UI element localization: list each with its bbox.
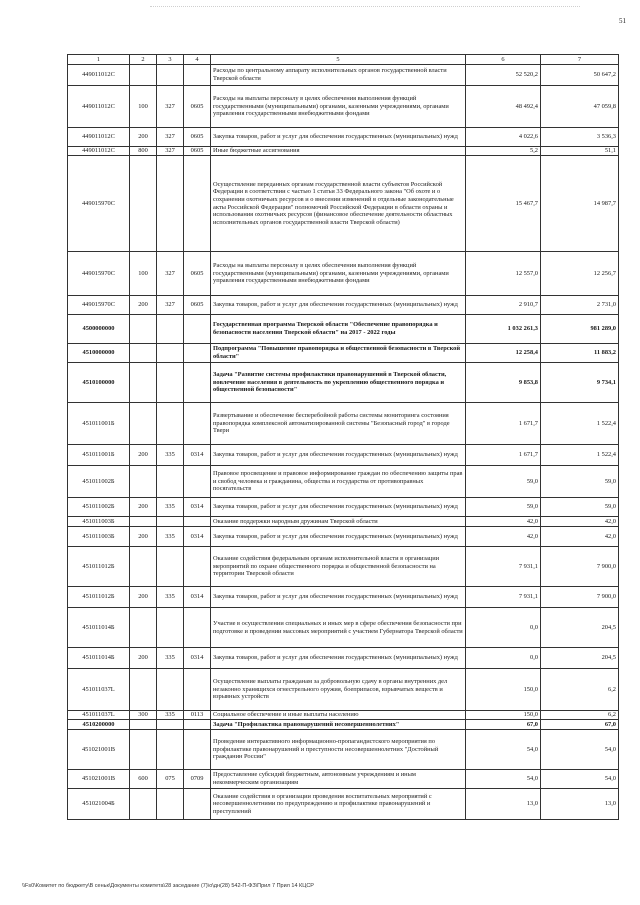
expense-type-cell — [130, 669, 157, 711]
table-row — [68, 517, 619, 527]
section-code-cell — [184, 547, 211, 587]
department-code-cell — [157, 789, 184, 820]
table-row — [68, 498, 619, 517]
budget-code-cell: 449011012С — [68, 65, 130, 86]
budget-code-cell: 449011012С — [68, 147, 130, 156]
scan-artifact — [150, 6, 580, 11]
amount-2019-cell: 7 931,1 — [466, 547, 541, 587]
amount-2020-cell: 54,0 — [541, 730, 619, 770]
amount-2019-cell: 0,0 — [466, 648, 541, 669]
budget-code-cell: 451011012Б — [68, 587, 130, 608]
expense-type-cell — [130, 608, 157, 648]
budget-code-cell: 451021004Б — [68, 789, 130, 820]
section-code-cell — [184, 789, 211, 820]
section-code-cell — [184, 363, 211, 403]
table-header-row — [68, 55, 619, 65]
section-code-cell: 0314 — [184, 648, 211, 669]
expense-type-cell — [130, 65, 157, 86]
expense-type-cell — [130, 315, 157, 344]
budget-code-cell: 4510200000 — [68, 720, 130, 730]
amount-2020-cell: 6,2 — [541, 711, 619, 720]
section-code-cell — [184, 344, 211, 363]
amount-2019-cell: 12 557,0 — [466, 252, 541, 296]
amount-2019-cell: 150,0 — [466, 711, 541, 720]
department-code-cell — [157, 517, 184, 527]
section-code-cell: 0314 — [184, 527, 211, 547]
amount-2020-cell: 7 900,0 — [541, 587, 619, 608]
description-cell: Задача "Развитие системы профилактики правонарушений в Тверской области, вовлечение населения в деятельность по укреплению общественного порядка и общественной безопасности" — [211, 363, 466, 403]
department-code-cell — [157, 65, 184, 86]
section-code-cell — [184, 669, 211, 711]
expense-type-cell — [130, 403, 157, 445]
table-row — [68, 315, 619, 344]
amount-2019-cell: 42,0 — [466, 527, 541, 547]
amount-2020-cell: 1 522,4 — [541, 445, 619, 466]
expense-type-cell: 200 — [130, 648, 157, 669]
budget-code-cell: 451011003Б — [68, 517, 130, 527]
table-row — [68, 296, 619, 315]
amount-2019-cell: 59,0 — [466, 498, 541, 517]
table-row — [68, 720, 619, 730]
department-code-cell: 327 — [157, 252, 184, 296]
department-code-cell — [157, 669, 184, 711]
department-code-cell: 327 — [157, 296, 184, 315]
amount-2019-cell: 54,0 — [466, 730, 541, 770]
expense-type-cell: 200 — [130, 128, 157, 147]
table-row — [68, 156, 619, 252]
budget-code-cell: 451021001В — [68, 730, 130, 770]
budget-code-cell: 451011001Б — [68, 403, 130, 445]
section-code-cell — [184, 608, 211, 648]
amount-2020-cell: 6,2 — [541, 669, 619, 711]
section-code-cell: 0709 — [184, 770, 211, 789]
description-cell: Оказание содействия федеральным органам исполнительной власти в организации мероприятий по охране общественного порядка и общественной безопасности на территории Тверской области — [211, 547, 466, 587]
column-header: 3 — [157, 55, 184, 65]
description-cell: Расходы на выплаты персоналу в целях обеспечения выполнения функций государственными (муниципальными) органами, казенными учреждениями, органами управления государственными внебюджетными фондами — [211, 86, 466, 128]
amount-2020-cell: 1 522,4 — [541, 403, 619, 445]
page-number: 51 — [619, 17, 626, 25]
description-cell: Расходы по центральному аппарату исполнительных органов государственной власти Тверской области — [211, 65, 466, 86]
table-row — [68, 344, 619, 363]
section-code-cell — [184, 466, 211, 498]
amount-2019-cell: 150,0 — [466, 669, 541, 711]
amount-2019-cell: 7 931,1 — [466, 587, 541, 608]
description-cell: Закупка товаров, работ и услуг для обеспечения государственных (муниципальных) нужд — [211, 527, 466, 547]
section-code-cell: 0314 — [184, 445, 211, 466]
amount-2019-cell: 0,0 — [466, 608, 541, 648]
budget-code-cell: 451011037L — [68, 711, 130, 720]
expense-type-cell: 200 — [130, 498, 157, 517]
section-code-cell — [184, 730, 211, 770]
section-code-cell: 0605 — [184, 147, 211, 156]
expense-type-cell — [130, 547, 157, 587]
expense-type-cell — [130, 720, 157, 730]
amount-2020-cell: 12 256,7 — [541, 252, 619, 296]
amount-2019-cell: 4 022,6 — [466, 128, 541, 147]
department-code-cell — [157, 315, 184, 344]
description-cell: Социальное обеспечение и иные выплаты населению — [211, 711, 466, 720]
amount-2019-cell: 12 258,4 — [466, 344, 541, 363]
amount-2019-cell: 13,0 — [466, 789, 541, 820]
section-code-cell: 0314 — [184, 498, 211, 517]
table-row — [68, 527, 619, 547]
table-row — [68, 466, 619, 498]
table-row — [68, 730, 619, 770]
description-cell: Закупка товаров, работ и услуг для обеспечения государственных (муниципальных) нужд — [211, 445, 466, 466]
budget-code-cell: 451011003Б — [68, 527, 130, 547]
department-code-cell — [157, 466, 184, 498]
amount-2020-cell: 50 647,2 — [541, 65, 619, 86]
amount-2019-cell: 59,0 — [466, 466, 541, 498]
department-code-cell: 335 — [157, 587, 184, 608]
section-code-cell: 0605 — [184, 86, 211, 128]
amount-2020-cell: 7 900,0 — [541, 547, 619, 587]
expense-type-cell: 100 — [130, 86, 157, 128]
description-cell: Закупка товаров, работ и услуг для обеспечения государственных (муниципальных) нужд — [211, 128, 466, 147]
table-row — [68, 65, 619, 86]
table-row — [68, 669, 619, 711]
column-header: 1 — [68, 55, 130, 65]
budget-code-cell: 4510100000 — [68, 363, 130, 403]
expense-type-cell: 300 — [130, 711, 157, 720]
file-path-footer: \\Fs0\Комитет по бюджету\В сеньк\Документы комитета\28 заседание (7)\о\дн(28) 542-П-ФЗ\Прил 7 Прил 14 КЦСР — [22, 883, 314, 889]
amount-2020-cell: 204,5 — [541, 608, 619, 648]
expense-type-cell: 100 — [130, 252, 157, 296]
amount-2019-cell: 48 492,4 — [466, 86, 541, 128]
amount-2019-cell: 42,0 — [466, 517, 541, 527]
amount-2020-cell: 42,0 — [541, 517, 619, 527]
description-cell: Расходы на выплаты персоналу в целях обеспечения выполнения функций государственными (муниципальными) органами, казенными учреждениями, органами управления государственными внебюджетными фондами — [211, 252, 466, 296]
expense-type-cell: 800 — [130, 147, 157, 156]
amount-2020-cell: 54,0 — [541, 770, 619, 789]
budget-code-cell: 451011012Б — [68, 547, 130, 587]
section-code-cell: 0605 — [184, 296, 211, 315]
description-cell: Задача "Профилактика правонарушений несовершеннолетних" — [211, 720, 466, 730]
budget-code-cell: 451011002Б — [68, 498, 130, 517]
description-cell: Закупка товаров, работ и услуг для обеспечения государственных (муниципальных) нужд — [211, 648, 466, 669]
description-cell: Осуществление выплаты гражданам за добровольную сдачу в органы внутренних дел незаконно хранящихся огнестрельного оружия, боеприпасов, взрывчатых веществ и взрывных устройств — [211, 669, 466, 711]
section-code-cell: 0314 — [184, 587, 211, 608]
amount-2020-cell: 13,0 — [541, 789, 619, 820]
department-code-cell — [157, 730, 184, 770]
description-cell: Закупка товаров, работ и услуг для обеспечения государственных (муниципальных) нужд — [211, 498, 466, 517]
budget-code-cell: 451011037L — [68, 669, 130, 711]
amount-2019-cell: 15 467,7 — [466, 156, 541, 252]
amount-2020-cell: 981 289,0 — [541, 315, 619, 344]
amount-2019-cell: 67,0 — [466, 720, 541, 730]
department-code-cell: 335 — [157, 498, 184, 517]
department-code-cell — [157, 608, 184, 648]
table-row — [68, 587, 619, 608]
amount-2019-cell: 1 671,7 — [466, 403, 541, 445]
description-cell: Правовое просвещение и правовое информирование граждан по обеспечению защиты прав и свобод человека и гражданина, общества и государства от противоправных посягательств — [211, 466, 466, 498]
section-code-cell — [184, 720, 211, 730]
amount-2020-cell: 51,1 — [541, 147, 619, 156]
department-code-cell: 335 — [157, 445, 184, 466]
section-code-cell — [184, 315, 211, 344]
table-row — [68, 147, 619, 156]
section-code-cell: 0113 — [184, 711, 211, 720]
expense-type-cell — [130, 156, 157, 252]
expense-type-cell — [130, 344, 157, 363]
table-row — [68, 770, 619, 789]
department-code-cell: 335 — [157, 648, 184, 669]
budget-code-cell: 449015970С — [68, 296, 130, 315]
budget-code-cell: 451021001В — [68, 770, 130, 789]
section-code-cell — [184, 403, 211, 445]
description-cell: Подпрограмма "Повышение правопорядка и общественной безопасности в Тверской области" — [211, 344, 466, 363]
amount-2020-cell: 59,0 — [541, 498, 619, 517]
description-cell: Участие в осуществлении специальных и иных мер в сфере обеспечения безопасности при подготовке и проведении массовых мероприятий с участием Губернатора Тверской области — [211, 608, 466, 648]
expense-type-cell — [130, 517, 157, 527]
amount-2020-cell: 14 987,7 — [541, 156, 619, 252]
amount-2019-cell: 9 853,8 — [466, 363, 541, 403]
department-code-cell — [157, 720, 184, 730]
description-cell: Оказание содействия в организации проведения воспитательных мероприятий с несовершеннолетними по предупреждению и профилактике правонарушений и преступлений — [211, 789, 466, 820]
column-header: 4 — [184, 55, 211, 65]
section-code-cell — [184, 65, 211, 86]
amount-2020-cell: 2 731,0 — [541, 296, 619, 315]
budget-code-cell: 4510000000 — [68, 344, 130, 363]
table-row — [68, 445, 619, 466]
description-cell: Предоставление субсидий бюджетным, автономным учреждениям и иным некоммерческим организациям — [211, 770, 466, 789]
amount-2019-cell: 1 671,7 — [466, 445, 541, 466]
expense-type-cell: 200 — [130, 587, 157, 608]
table-row — [68, 789, 619, 820]
amount-2019-cell: 1 032 261,3 — [466, 315, 541, 344]
amount-2019-cell: 5,2 — [466, 147, 541, 156]
table-row — [68, 648, 619, 669]
amount-2020-cell: 42,0 — [541, 527, 619, 547]
budget-code-cell: 4500000000 — [68, 315, 130, 344]
description-cell: Оказание поддержки народным дружинам Тверской области — [211, 517, 466, 527]
table-row — [68, 711, 619, 720]
budget-code-cell: 449015970С — [68, 156, 130, 252]
section-code-cell: 0605 — [184, 128, 211, 147]
amount-2019-cell: 52 520,2 — [466, 65, 541, 86]
section-code-cell — [184, 156, 211, 252]
table-row — [68, 547, 619, 587]
department-code-cell — [157, 344, 184, 363]
table-row — [68, 608, 619, 648]
expense-type-cell: 200 — [130, 527, 157, 547]
department-code-cell — [157, 156, 184, 252]
budget-code-cell: 451011001Б — [68, 445, 130, 466]
budget-code-cell: 451011014Б — [68, 648, 130, 669]
amount-2019-cell: 2 910,7 — [466, 296, 541, 315]
budget-code-cell: 451011014Б — [68, 608, 130, 648]
department-code-cell: 075 — [157, 770, 184, 789]
budget-code-cell: 449015970С — [68, 252, 130, 296]
description-cell: Закупка товаров, работ и услуг для обеспечения государственных (муниципальных) нужд — [211, 587, 466, 608]
column-header: 7 — [541, 55, 619, 65]
amount-2020-cell: 67,0 — [541, 720, 619, 730]
description-cell: Государственная программа Тверской области "Обеспечение правопорядка и безопасности населения Тверской области" на 2017 - 2022 годы — [211, 315, 466, 344]
expense-type-cell: 200 — [130, 296, 157, 315]
table-row — [68, 86, 619, 128]
budget-code-cell: 451011002Б — [68, 466, 130, 498]
department-code-cell: 327 — [157, 147, 184, 156]
department-code-cell — [157, 403, 184, 445]
expense-type-cell — [130, 730, 157, 770]
amount-2020-cell: 3 536,3 — [541, 128, 619, 147]
department-code-cell — [157, 547, 184, 587]
amount-2019-cell: 54,0 — [466, 770, 541, 789]
description-cell: Осуществление переданных органам государственной власти субъектов Российской Федерации в соответствии с частью 1 статьи 33 Федерального закона "Об охоте и о сохранении охотничьих ресурсов и о внесении изменений в отдельные законодательные акты Российской Федерации" полномочий Российской Федерации в области охраны и использования охотничьих ресурсов (финансовое обеспечение деятельности областных исполнительных органов государственной власти Тверской области) — [211, 156, 466, 252]
description-cell: Проведение интерактивного информационно-пропагандистского мероприятия по профилактике правонарушений и преступности несовершеннолетних "Достойный гражданин России" — [211, 730, 466, 770]
table-row — [68, 363, 619, 403]
amount-2020-cell: 47 059,8 — [541, 86, 619, 128]
column-header: 2 — [130, 55, 157, 65]
amount-2020-cell: 11 883,2 — [541, 344, 619, 363]
expense-type-cell — [130, 466, 157, 498]
description-cell: Развертывание и обеспечение бесперебойной работы системы мониторинга состояния правопорядка комплексной автоматизированной системы "Безопасный город" в городе Твери — [211, 403, 466, 445]
column-header: 6 — [466, 55, 541, 65]
expense-type-cell — [130, 789, 157, 820]
description-cell: Закупка товаров, работ и услуг для обеспечения государственных (муниципальных) нужд — [211, 296, 466, 315]
column-header: 5 — [211, 55, 466, 65]
table-row — [68, 128, 619, 147]
expense-type-cell: 200 — [130, 445, 157, 466]
department-code-cell: 335 — [157, 711, 184, 720]
table-row — [68, 252, 619, 296]
amount-2020-cell: 204,5 — [541, 648, 619, 669]
department-code-cell: 327 — [157, 86, 184, 128]
budget-table — [67, 54, 619, 820]
table-row — [68, 403, 619, 445]
budget-code-cell: 449011012С — [68, 128, 130, 147]
expense-type-cell: 600 — [130, 770, 157, 789]
department-code-cell — [157, 363, 184, 403]
department-code-cell: 335 — [157, 527, 184, 547]
amount-2020-cell: 59,0 — [541, 466, 619, 498]
section-code-cell — [184, 517, 211, 527]
amount-2020-cell: 9 734,1 — [541, 363, 619, 403]
department-code-cell: 327 — [157, 128, 184, 147]
budget-code-cell: 449011012С — [68, 86, 130, 128]
expense-type-cell — [130, 363, 157, 403]
description-cell: Иные бюджетные ассигнования — [211, 147, 466, 156]
section-code-cell: 0605 — [184, 252, 211, 296]
